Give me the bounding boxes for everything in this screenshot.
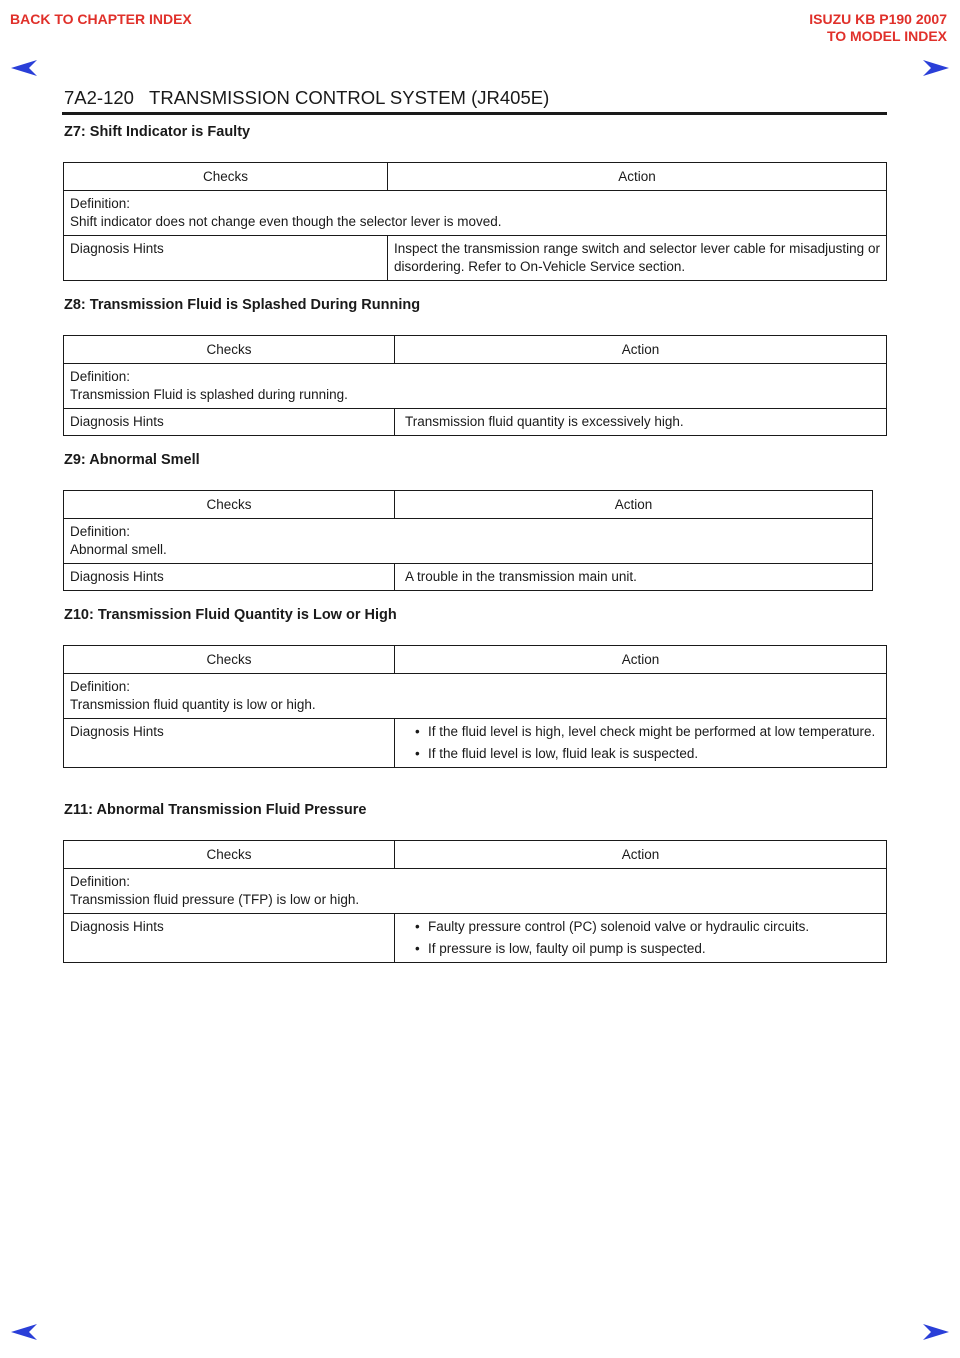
back-to-chapter-index-link[interactable]: BACK TO CHAPTER INDEX [10,11,192,27]
definition-text: Transmission Fluid is splashed during running. [70,387,348,402]
definition-cell [64,869,887,914]
prev-page-bottom-arrow-icon[interactable] [10,1323,38,1341]
section-title-z7: Z7: Shift Indicator is Faulty [64,124,251,140]
diagnosis-hints-label: Diagnosis Hints [64,409,395,436]
diagnosis-table-z8 [63,335,887,436]
bullet-icon: • [415,941,420,956]
bullet-icon: • [415,746,420,761]
model-nav [809,11,947,45]
section-title-z11: Z11: Abnormal Transmission Fluid Pressure [64,802,367,818]
col-action-header: Action [395,646,887,674]
definition-cell [64,364,887,409]
bullet-icon: • [415,724,420,739]
section-title-z10: Z10: Transmission Fluid Quantity is Low or High [64,607,397,623]
diagnosis-table-z11 [63,840,887,963]
list-item: • If the fluid level is low, fluid leak is suspected. [415,746,699,761]
definition-label: Definition: [70,679,131,694]
definition-text: Abnormal smell. [70,542,167,557]
diagnosis-hints-label: Diagnosis Hints [64,719,395,768]
diagnosis-table-z7 [63,162,887,281]
action-bullet-list [401,723,880,763]
action-text: A trouble in the transmission main unit. [395,564,873,591]
definition-label: Definition: [70,524,131,539]
definition-text: Transmission fluid pressure (TFP) is low or high. [70,892,360,907]
diagnosis-hints-label: Diagnosis Hints [64,914,395,963]
col-checks-header: Checks [64,336,395,364]
col-action-header: Action [395,336,887,364]
to-model-index-link[interactable]: TO MODEL INDEX [826,28,947,44]
definition-cell [64,674,887,719]
definition-text: Shift indicator does not change even though the selector lever is moved. [70,214,502,229]
col-checks-header: Checks [64,841,395,869]
section-title-z8: Z8: Transmission Fluid is Splashed During Running [64,297,421,313]
diagnosis-table-z10 [63,645,887,768]
diagnosis-table-z9 [63,490,873,591]
header-rule [62,112,887,115]
bullet-icon: • [415,919,420,934]
action-cell [395,914,887,963]
definition-cell [64,519,873,564]
next-page-bottom-arrow-icon[interactable] [922,1323,950,1341]
col-action-header: Action [395,491,873,519]
col-action-header: Action [388,163,887,191]
action-text: Inspect the transmission range switch and selector lever cable for misadjusting or disordering. Refer to On-Vehicle Service section. [388,236,887,281]
action-text: Transmission fluid quantity is excessively high. [395,409,887,436]
definition-label: Definition: [70,196,131,211]
definition-text: Transmission fluid quantity is low or high. [70,697,316,712]
list-item: • If the fluid level is high, level check might be performed at low temperature. [415,724,876,739]
model-title: ISUZU KB P190 2007 [809,11,947,27]
prev-page-arrow-icon[interactable] [10,59,38,77]
col-action-header: Action [395,841,887,869]
definition-cell [64,191,887,236]
list-item: • Faulty pressure control (PC) solenoid valve or hydraulic circuits. [415,919,810,934]
section-title-z9: Z9: Abnormal Smell [64,452,200,468]
col-checks-header: Checks [64,646,395,674]
page-header: 7A2-120 TRANSMISSION CONTROL SYSTEM (JR405E) [64,87,550,108]
next-page-arrow-icon[interactable] [922,59,950,77]
list-item: • If pressure is low, faulty oil pump is suspected. [415,941,706,956]
diagnosis-hints-label: Diagnosis Hints [64,236,388,281]
definition-label: Definition: [70,369,131,384]
definition-label: Definition: [70,874,131,889]
action-bullet-list [401,918,880,958]
col-checks-header: Checks [64,163,388,191]
action-cell [395,719,887,768]
diagnosis-hints-label: Diagnosis Hints [64,564,395,591]
col-checks-header: Checks [64,491,395,519]
